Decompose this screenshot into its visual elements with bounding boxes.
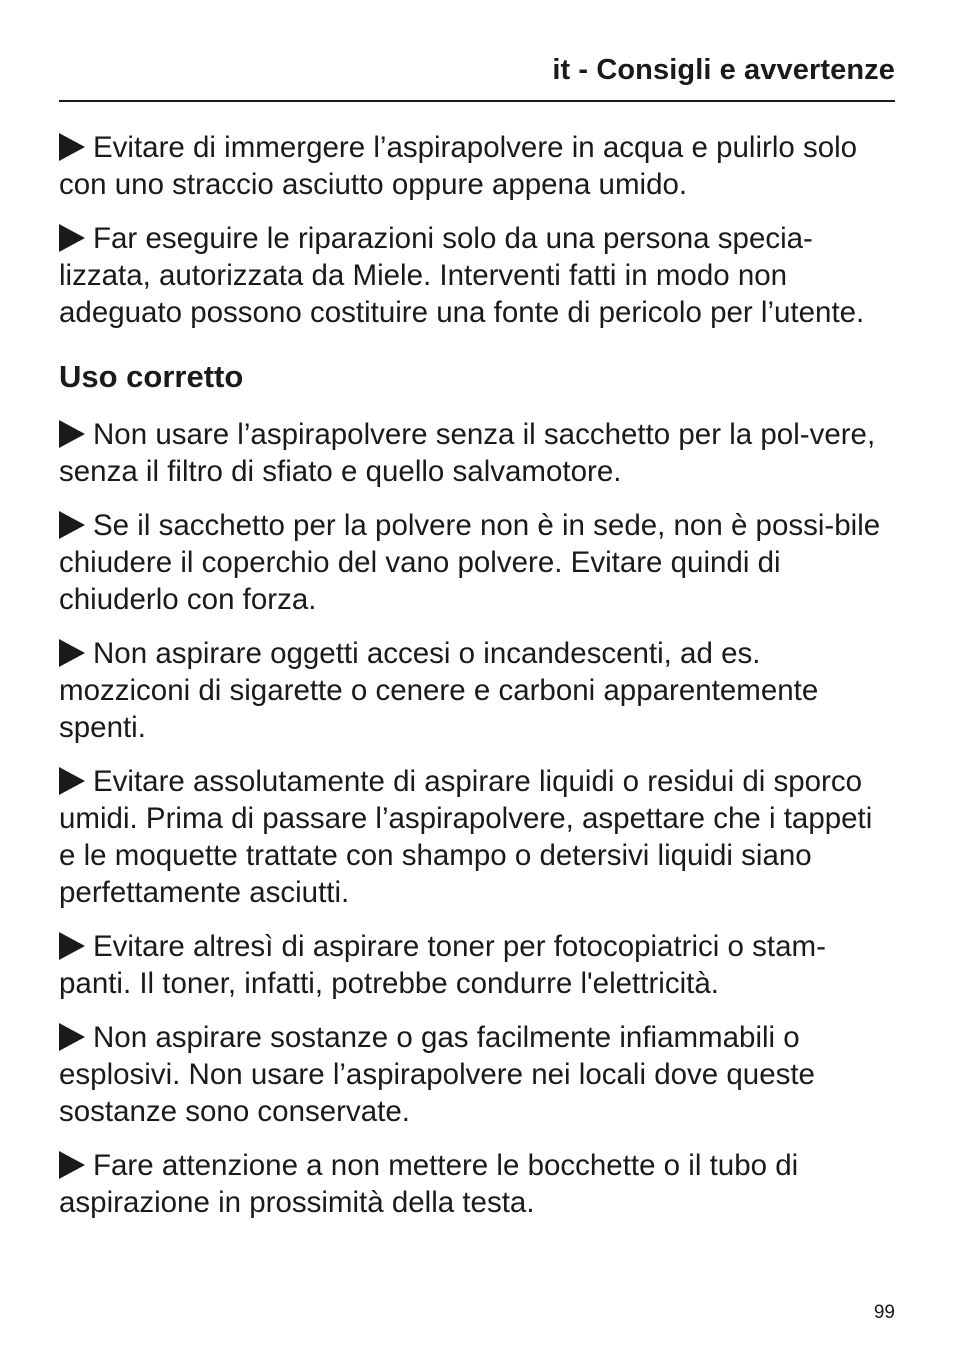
header-title: it - Consigli e avvertenze: [552, 54, 895, 86]
triangle-bullet-icon: [59, 639, 85, 667]
triangle-bullet-icon: [59, 767, 85, 795]
warning-paragraph: [59, 1019, 895, 1130]
triangle-bullet-icon: [59, 511, 85, 539]
warning-paragraph: [59, 635, 895, 746]
paragraph-text: Fare attenzione a non mettere le bocchette o il tubo di aspirazione in prossimità della testa.: [59, 1149, 799, 1219]
paragraph-text: Non aspirare sostanze o gas facilmente infiammabili o esplosivi. Non usare l’aspirapolvere nei locali dove queste sostanze sono conservate.: [59, 1021, 815, 1128]
warning-paragraph: [59, 763, 895, 911]
paragraph-text: Evitare altresì di aspirare toner per fotocopiatrici o stam-panti. Il toner, infatti, potrebbe condurre l'elettricità.: [59, 930, 826, 1000]
paragraph-text: Evitare assolutamente di aspirare liquidi o residui di sporco umidi. Prima di passare l’aspirapolvere, aspettare che i tappeti e le moquette trattate con shampo o detersivi liquidi siano perfettamente asciutti.: [59, 765, 873, 909]
warning-paragraph: [59, 507, 895, 618]
warning-paragraph: [59, 928, 895, 1002]
warning-paragraph: [59, 1147, 895, 1221]
paragraph-text: Non usare l’aspirapolvere senza il sacchetto per la pol-vere, senza il filtro di sfiato e quello salvamotore.: [59, 418, 876, 488]
page-header: [59, 52, 895, 102]
triangle-bullet-icon: [59, 1151, 85, 1179]
warning-paragraph: [59, 416, 895, 490]
paragraph-text: Far eseguire le riparazioni solo da una persona specia-lizzata, autorizzata da Miele. Interventi fatti in modo non adeguato possono costituire una fonte di pericolo per l’utente.: [59, 222, 865, 329]
warning-paragraph: [59, 129, 895, 203]
triangle-bullet-icon: [59, 133, 85, 161]
triangle-bullet-icon: [59, 420, 85, 448]
triangle-bullet-icon: [59, 1023, 85, 1051]
paragraph-text: Se il sacchetto per la polvere non è in sede, non è possi-bile chiudere il coperchio del vano polvere. Evitare quindi di chiuderlo con forza.: [59, 509, 881, 616]
paragraph-text: Non aspirare oggetti accesi o incandescenti, ad es. mozziconi di sigarette o cenere e carboni apparentemente spenti.: [59, 637, 819, 744]
page-number: 99: [873, 1302, 895, 1323]
triangle-bullet-icon: [59, 224, 85, 252]
paragraph-text: Evitare di immergere l’aspirapolvere in acqua e pulirlo solo con uno straccio asciutto oppure appena umido.: [59, 131, 858, 201]
page-content: [59, 129, 895, 1238]
triangle-bullet-icon: [59, 932, 85, 960]
section-title: Uso corretto: [59, 359, 244, 394]
warning-paragraph: [59, 220, 895, 331]
